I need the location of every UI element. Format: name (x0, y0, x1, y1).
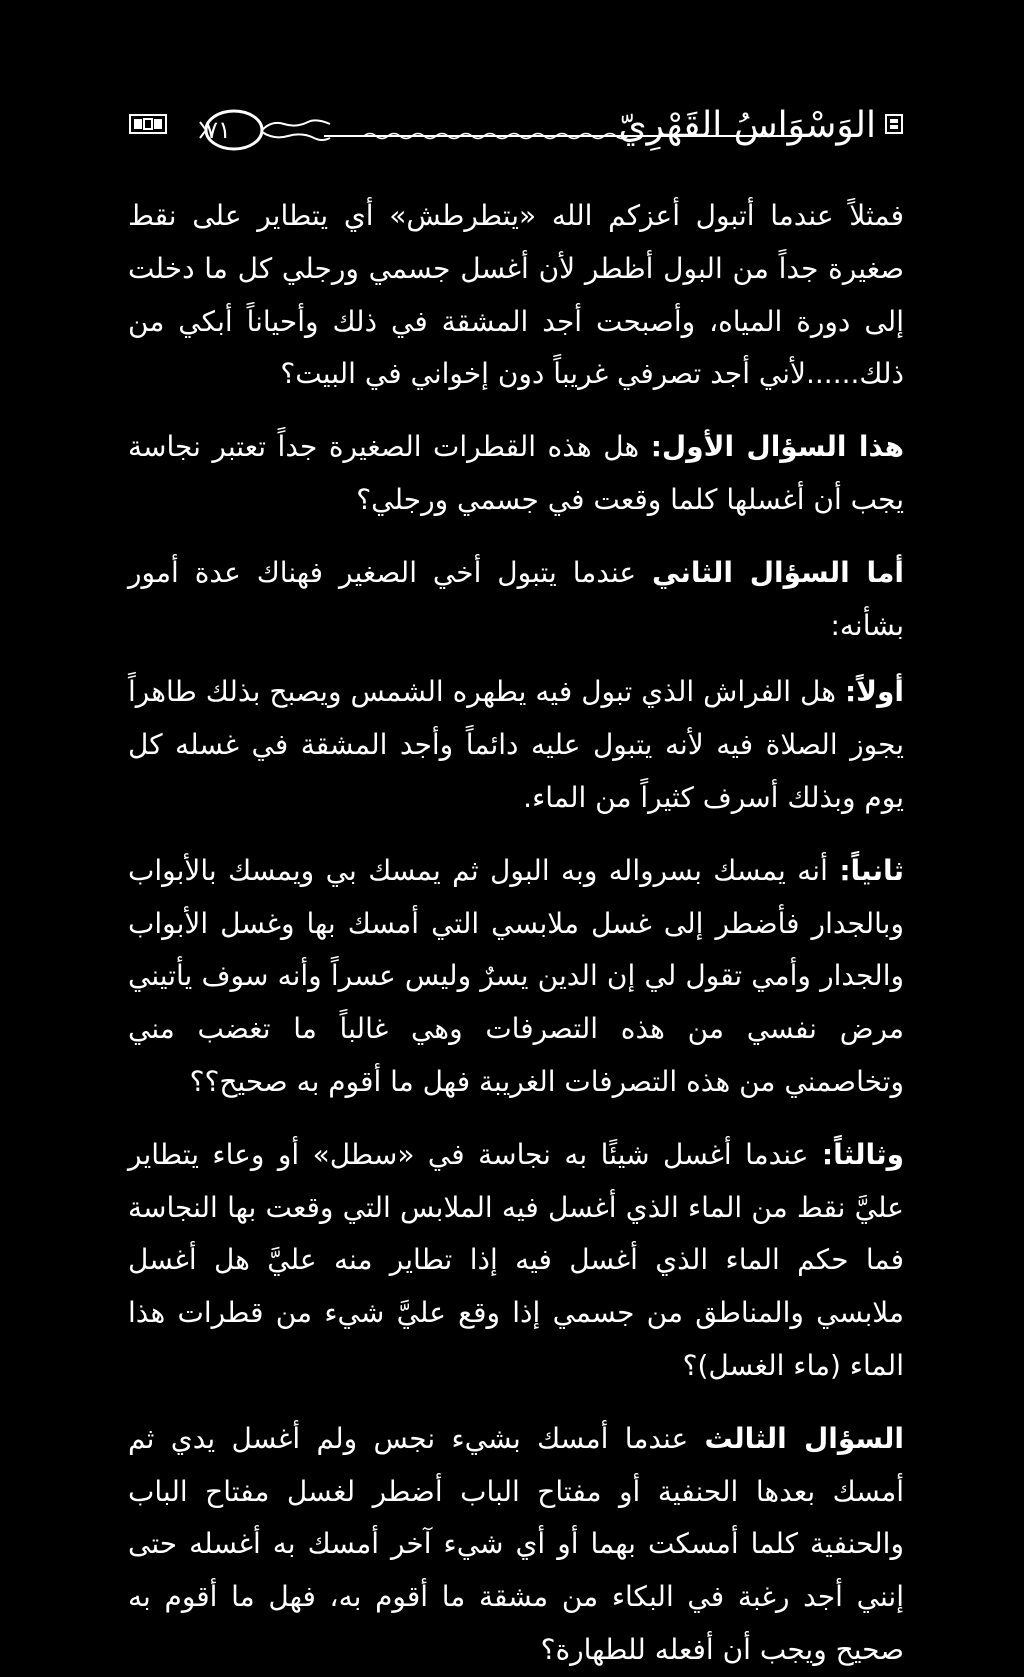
paragraph-text: عندما أغسل شيئًا به نجاسة في «سطل» أو وعاء يتطاير عليَّ نقط من الماء الذي أغسل فيه الملابس التي وقعت بها النجاسة فما حكم الماء الذي أغسل فيه إذا تطاير منه عليَّ هل أغسل ملابسي والمناطق من جسمي إذا وقع عليَّ شيء من قطرات هذا الماء (ماء الغسل)؟ (128, 1137, 904, 1382)
paragraph-point-1 (128, 666, 904, 824)
paragraph-lead: أما السؤال الثاني (652, 555, 905, 589)
ornament-knot-icon (128, 112, 168, 136)
paragraph-lead: وثالثاً: (821, 1137, 904, 1171)
page-header (128, 96, 904, 166)
paragraph-text: عندما أمسك بشيء نجس ولم أغسل يدي ثم أمسك بعدها الحنفية أو مفتاح الباب أضطر لغسل مفتاح الباب والحنفية كلما أمسكت بهما أو أي شيء آخر أمسك به أغسله حتى إنني أجد رغبة في البكاء من مشقة ما أقوم به، فهل ما أقوم به صحيح ويجب أن أفعله للطهارة؟ (128, 1421, 904, 1666)
paragraph-lead: ثانياً: (839, 853, 904, 887)
page-body (128, 190, 905, 1666)
ornament-bullet-icon (884, 112, 904, 136)
paragraph-text: عندما يتبول أخي الصغير فهناك عدة أمور بشأنه: (128, 555, 904, 642)
paragraph-point-2 (128, 845, 904, 1109)
paragraph-text: فمثلاً عندما أتبول أعزكم الله «يتطرطش» أي يتطاير على نقط صغيرة جداً من البول أظطر لأن أغسل جسمي ورجلي كل ما دخلت إلى دورة المياه، وأصبحت أجد المشقة في ذلك وأحياناً أبكي من ذلك......لأني أجد تصرفي غريباً دون إخواني في البيت؟ (128, 199, 904, 391)
paragraph-question-1 (128, 421, 904, 527)
paragraph-text: هل الفراش الذي تبول فيه يطهره الشمس ويصبح بذلك طاهراً يجوز الصلاة فيه لأنه يتبول عليه دائماً وأجد المشقة في غسله كل يوم وبذلك أسرف كثيراً من الماء. (128, 675, 904, 814)
paragraph-question-3 (128, 1413, 904, 1677)
paragraph-intro (128, 190, 904, 401)
paragraph-lead: السؤال الثالث (704, 1421, 904, 1455)
paragraph-lead: أولاً: (844, 675, 904, 709)
paragraph-text: هل هذه القطرات الصغيرة جداً تعتبر نجاسة يجب أن أغسلها كلما وقعت في جسمي ورجلي؟ (128, 430, 904, 516)
paragraph-point-3 (128, 1129, 904, 1393)
paragraph-lead: هذا السؤال الأول: (650, 430, 905, 464)
paragraph-question-2 (128, 547, 904, 653)
paragraph-text: أنه يمسك بسرواله وبه البول ثم يمسك بي ويمسك بالأبواب وبالجدار فأضطر إلى غسل ملابسي التي أمسك بها وغسل الأبواب والجدار وأمي تقول لي إن الدين يسرٌ وليس عسراً وأنه سوف يأتيني مرض نفسي من هذه التصرفات وهي غالباً ما تغضب مني وتخاصمني من هذه التصرفات الغريبة فهل ما أقوم به صحيح؟؟ (128, 853, 904, 1098)
book-title: الوَسْوَاسُ القَهْرِيّ (618, 105, 876, 146)
page-number: ٧١ (205, 116, 231, 144)
decorative-rule (324, 130, 800, 142)
